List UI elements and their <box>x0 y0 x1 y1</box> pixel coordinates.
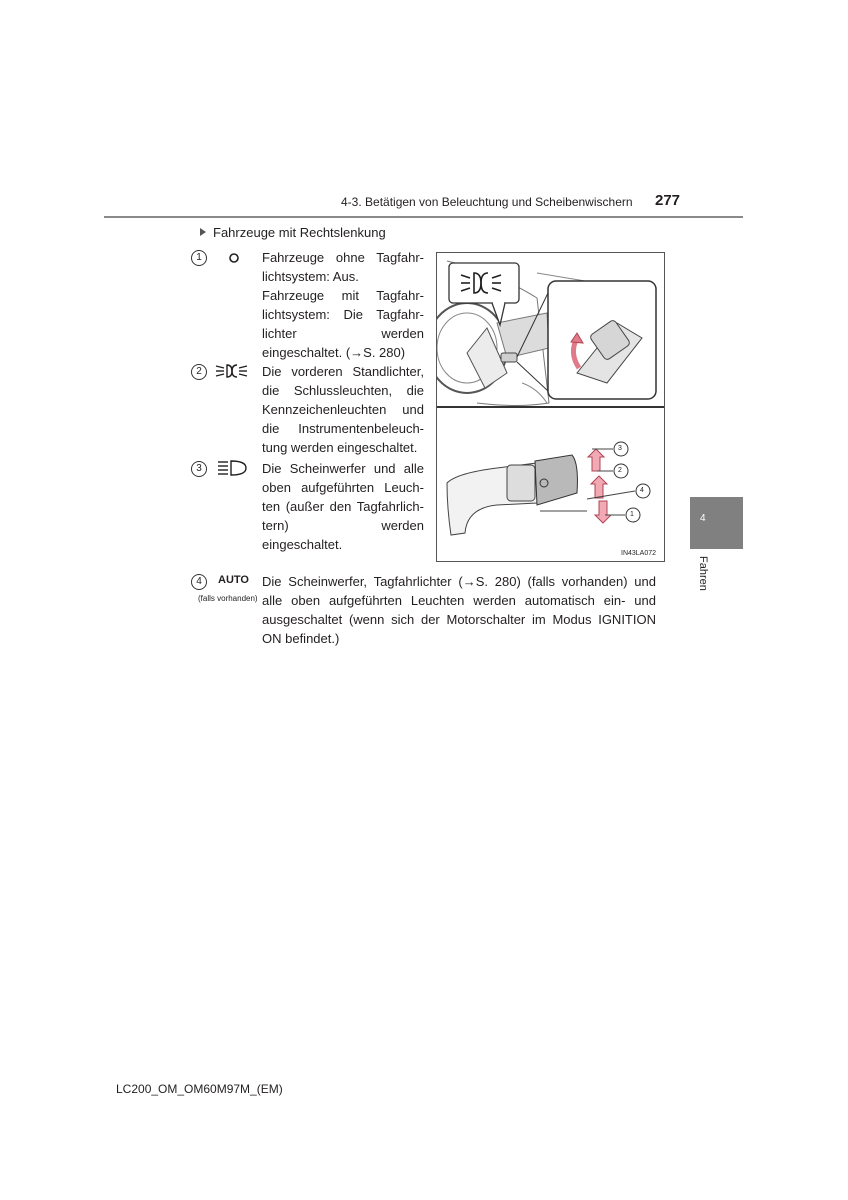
item-3-line-3: ten (außer den Tagfahrlich- <box>262 499 424 514</box>
item-4-line-2: alle oben aufgeführten Leuchten werden automatisch ein- und <box>262 593 656 608</box>
item-1-line-1: Fahrzeuge ohne Tagfahr- <box>262 250 424 265</box>
item-2-line-3: Kennzeichenleuchten und <box>262 402 424 417</box>
item-2-line-1: Die vorderen Standlichter, <box>262 364 424 379</box>
page-number: 277 <box>655 192 681 209</box>
parking-light-icon <box>214 362 250 380</box>
header-section-title: 4-3. Betätigen von Beleuchtung und Scheibenwischern <box>341 195 633 209</box>
section-heading <box>200 225 386 240</box>
header-divider <box>104 216 743 218</box>
o-icon <box>222 250 246 266</box>
item-number-4: 4 <box>191 574 207 590</box>
item-number-3: 3 <box>191 461 207 477</box>
chapter-tab <box>690 497 743 549</box>
triangle-bullet-icon <box>200 228 206 236</box>
diagram-code: IN43LA072 <box>621 550 657 557</box>
callout-1: 1 <box>630 511 634 518</box>
item-1-line-5: lichter werden <box>262 326 424 341</box>
headlight-icon <box>216 459 250 477</box>
chapter-tab-number: 4 <box>700 513 706 524</box>
item-3-line-1: Die Scheinwerfer und alle <box>262 461 424 476</box>
item-4-line-4: ON befindet.) <box>262 631 340 646</box>
item-2-line-5: tung werden eingeschaltet. <box>262 440 418 455</box>
item-2-line-2: die Schlussleuchten, die <box>262 383 424 398</box>
item-3-line-5: eingeschaltet. <box>262 537 343 552</box>
item-1-description <box>262 248 424 362</box>
light-switch-diagram <box>436 252 665 562</box>
section-heading-text: Fahrzeuge mit Rechtslenkung <box>213 225 386 240</box>
item-1-line-3: Fahrzeuge mit Tagfahr- <box>262 288 424 303</box>
callout-2: 2 <box>618 467 622 474</box>
auto-symbol: AUTO <box>218 574 249 586</box>
callout-3: 3 <box>618 445 622 452</box>
item-number-1: 1 <box>191 250 207 266</box>
item-1-line-6: eingeschaltet. (→S. 280) <box>262 345 406 360</box>
item-3-line-2: oben aufgeführten Leuch- <box>262 480 424 495</box>
item-3-line-4: tern) werden <box>262 518 424 533</box>
item-2-description <box>262 362 424 457</box>
item-1-line-4: lichtsystem: Die Tagfahr- <box>262 307 424 322</box>
chapter-tab-label: Fahren <box>697 556 709 591</box>
item-4-line-1: Die Scheinwerfer, Tagfahrlichter (→S. 280) (falls vorhanden) und <box>262 574 656 589</box>
callout-4: 4 <box>640 487 644 494</box>
item-1-line-2: lichtsystem: Aus. <box>262 269 359 284</box>
item-number-2: 2 <box>191 364 207 380</box>
item-3-description <box>262 459 424 554</box>
item-4-line-3: ausgeschaltet (wenn sich der Motorschalter im Modus IGNITION <box>262 612 656 627</box>
auto-note: (falls vorhanden) <box>198 594 258 603</box>
footer-code: LC200_OM_OM60M97M_(EM) <box>116 1082 283 1096</box>
item-2-line-4: die Instrumentenbeleuch- <box>262 421 424 436</box>
item-4-description <box>262 572 656 648</box>
